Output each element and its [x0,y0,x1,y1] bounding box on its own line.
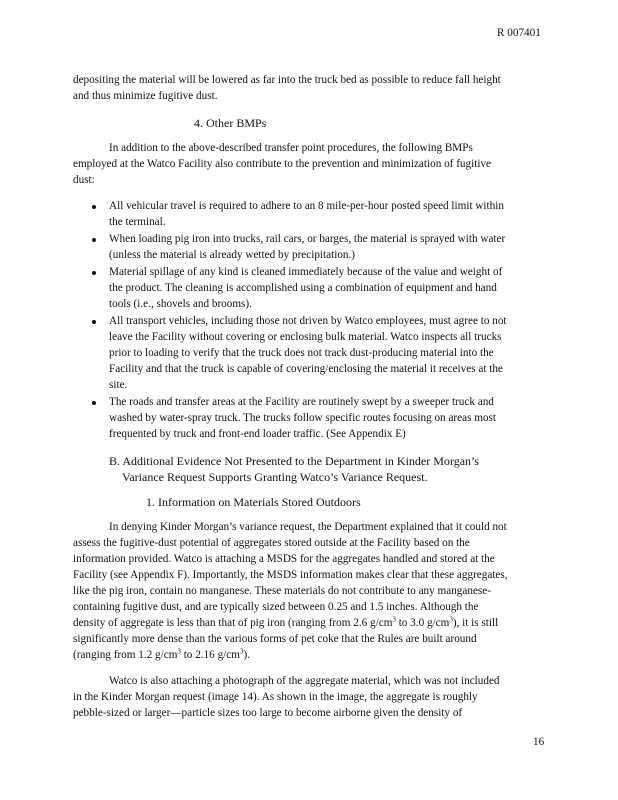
bullet-line: the terminal. [109,216,166,228]
bullet-line: When loading pig iron into trucks, rail cars, or barges, the material is sprayed with water [109,233,506,245]
paragraph-line: significantly more dense than the various forms of pet coke that the Rules are built around [73,633,477,645]
bullet-dot [92,238,96,242]
paragraph-line: Facility (see Appendix F). Importantly, the MSDS information makes clear that these aggregates, [73,569,508,581]
bullet-dot [92,205,96,209]
page-number: 16 [533,736,545,748]
bullet-line: All vehicular travel is required to adhere to an 8 mile-per-hour posted speed limit within [109,200,504,212]
section-heading-b: Variance Request Supports Granting Watco’s Variance Request. [122,470,428,484]
bullet-dot [92,271,96,275]
bullet-line: The roads and transfer areas at the Facility are routinely swept by a sweeper truck and [109,396,494,408]
intro-line: depositing the material will be lowered as far into the truck bed as possible to reduce fall height [73,74,501,86]
paragraph-line: assess the fugitive-dust potential of aggregates stored outside at the Facility based on the [73,537,470,549]
section-heading-other-bmps: 4. Other BMPs [194,116,267,130]
bullet-line: Facility and that the truck is capable of covering/enclosing the material it receives at the [109,363,503,375]
paragraph-line: pebble-sized or larger—particle sizes too large to become airborne given the density of [73,707,463,719]
bullet-line: leave the Facility without covering or enclosing bulk material. Watco inspects all trucks [109,331,502,343]
bullet-line: washed by water-spray truck. The trucks follow specific routes focusing on areas most [109,412,496,424]
bullet-dot [92,320,96,324]
bullet-dot [92,401,96,405]
paragraph-line: like the pig iron, contain no manganese. These materials do not contribute to any manganese- [73,585,491,597]
paragraph-line: Watco is also attaching a photograph of the aggregate material, which was not included [109,675,500,687]
paragraph-line: dust: [73,174,95,186]
paragraph-line: In denying Kinder Morgan’s variance request, the Department explained that it could not [109,521,507,533]
intro-line: and thus minimize fugitive dust. [73,90,218,102]
bullet-line: the product. The cleaning is accomplished using a combination of equipment and hand [109,282,497,294]
paragraph-line: In addition to the above-described transfer point procedures, the following BMPs [109,142,473,154]
bullet-line: tools (i.e., shovels and brooms). [109,298,252,310]
bullet-line: All transport vehicles, including those not driven by Watco employees, must agree to not [109,315,507,327]
section-heading-materials: 1. Information on Materials Stored Outdoors [146,495,361,509]
section-heading-b: B. Additional Evidence Not Presented to the Department in Kinder Morgan’s [109,454,480,468]
bates-number: R 007401 [497,27,541,39]
bullet-line: (unless the material is already wetted by precipitation.) [109,249,356,261]
paragraph-line: in the Kinder Morgan request (image 14). As shown in the image, the aggregate is roughly [73,691,478,703]
paragraph-line: containing fugitive dust, and are typically sized between 0.25 and 1.5 inches. Although the [73,601,479,613]
paragraph-line-density: density of aggregate is less than that of pig iron (ranging from 2.6 $g/cm^3$ to 3.0 $g/cm^3$), it is still [73,615,499,629]
bullet-line: frequented by truck and front-end loader traffic. (See Appendix E) [109,428,406,440]
paragraph-line: information provided. Watco is attaching a MSDS for the aggregates handled and stored at the [73,553,495,565]
paragraph-line-range: (ranging from 1.2 $g/cm^3$ to 2.16 $g/cm^3$). [73,647,250,661]
paragraph-line: employed at the Watco Facility also contribute to the prevention and minimization of fugitive [73,158,492,170]
bullet-line: site. [109,379,128,391]
bullet-line: prior to loading to verify that the truck does not track dust-producing material into the [109,347,494,359]
bullet-line: Material spillage of any kind is cleaned immediately because of the value and weight of [109,266,503,278]
